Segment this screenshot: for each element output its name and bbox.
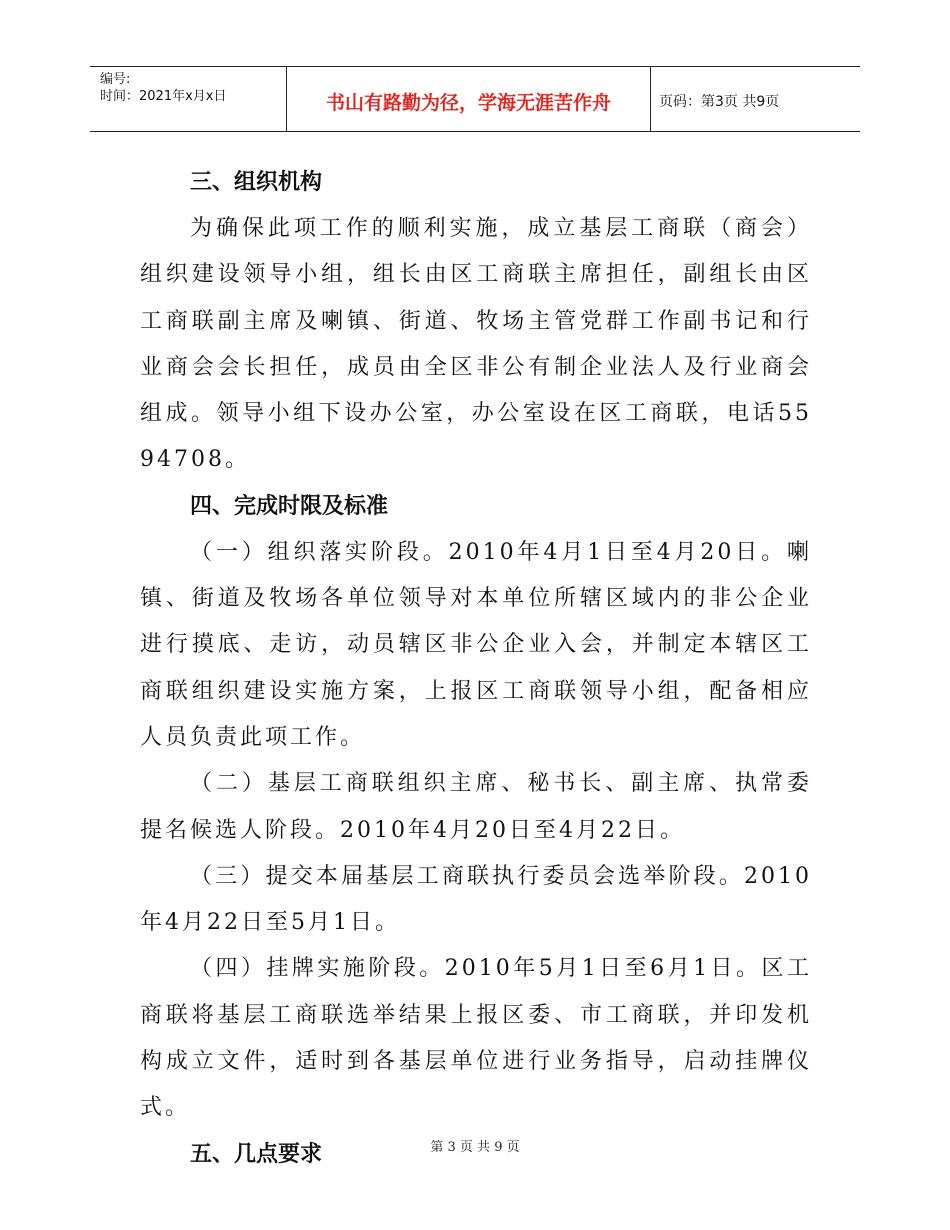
section-heading-timeline: 四、完成时限及标准: [190, 493, 389, 519]
header-motto: 书山有路勤为径，学海无涯苦作舟: [287, 67, 651, 131]
header-page-info: 页码：第3页 共9页: [659, 94, 780, 110]
header-code-label: 编号:: [100, 72, 131, 87]
paragraph-stage-1: （一）组织落实阶段。2010年4月1日至4月20日。喇镇、街道及牧场各单位领导对本单位所辖区域内的非公企业进行摸底、走访，动员辖区非公企业入会，并制定本辖区工商联组织建设实施方案，上报区工商联领导小组，配备相应人员负责此项工作。: [140, 539, 812, 750]
paragraph-stage-4: （四）挂牌实施阶段。2010年5月1日至6月1日。区工商联将基层工商联选举结果上报区委、市工商联，并印发机构成立文件，适时到各基层单位进行业务指导，启动挂牌仪式。: [140, 956, 812, 1121]
section-heading-organization: 三、组织机构: [190, 170, 323, 195]
page-footer: 第 3 页 共 9 页: [430, 1140, 520, 1155]
paragraph-stage-3: （三）提交本届基层工商联执行委员会选举阶段。2010年4月22日至5月1日。: [140, 863, 812, 936]
document-body: [140, 160, 812, 1178]
page-header: [90, 66, 860, 132]
header-meta: [90, 67, 287, 131]
section-heading-requirements: 五、几点要求: [190, 1141, 323, 1167]
header-time-label: 时间：2021年x月x日: [100, 89, 227, 104]
paragraph-organization: 为确保此项工作的顺利实施，成立基层工商联（商会）组织建设领导小组，组长由区工商联主席担任，副组长由区工商联副主席及喇镇、街道、牧场主管党群工作副书记和行业商会会长担任，成员由全区非公有制企业法人及行业商会组成。领导小组下设办公室，办公室设在区工商联，电话5594708。: [140, 216, 812, 473]
paragraph-stage-2: （二）基层工商联组织主席、秘书长、副主席、执常委提名候选人阶段。2010年4月20日至4月22日。: [140, 771, 812, 843]
